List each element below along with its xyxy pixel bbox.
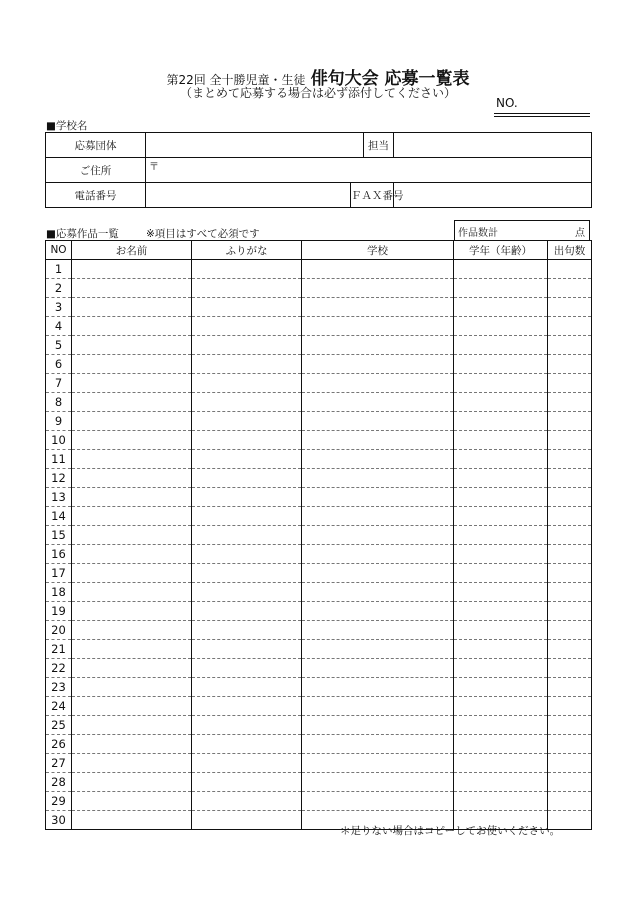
grade-field[interactable] — [454, 526, 548, 545]
name-field[interactable] — [72, 754, 192, 773]
name-field[interactable] — [72, 773, 192, 792]
name-field[interactable] — [72, 735, 192, 754]
table-row — [46, 545, 592, 564]
table-row — [46, 412, 592, 431]
furigana-field[interactable] — [192, 754, 302, 773]
address-row — [46, 158, 592, 183]
haiku-count-field[interactable] — [548, 488, 592, 507]
table-row — [46, 450, 592, 469]
row-number: 18 — [46, 583, 72, 602]
grade-field[interactable] — [454, 374, 548, 393]
title-prefix: 第22回 全十勝児童・生徒 — [166, 73, 306, 87]
table-row — [46, 374, 592, 393]
name-field[interactable] — [72, 621, 192, 640]
row-number: 29 — [46, 792, 72, 811]
furigana-field[interactable] — [192, 811, 302, 830]
grade-field[interactable] — [454, 336, 548, 355]
row-number: 11 — [46, 450, 72, 469]
school-field[interactable] — [302, 678, 454, 697]
row-number: 2 — [46, 279, 72, 298]
row-number: 21 — [46, 640, 72, 659]
school-field[interactable] — [302, 735, 454, 754]
school-field[interactable] — [302, 469, 454, 488]
grade-field[interactable] — [454, 716, 548, 735]
table-row — [46, 488, 592, 507]
haiku-count-field[interactable] — [548, 583, 592, 602]
grade-field[interactable] — [454, 450, 548, 469]
table-row — [46, 678, 592, 697]
haiku-count-field[interactable] — [548, 393, 592, 412]
number-underline — [494, 116, 590, 117]
table-row — [46, 355, 592, 374]
table-row — [46, 583, 592, 602]
group-label: 応募団体 — [46, 133, 146, 158]
school-field[interactable] — [302, 393, 454, 412]
haiku-count-field[interactable] — [548, 792, 592, 811]
row-number: 4 — [46, 317, 72, 336]
count-label: 作品数計 — [458, 228, 498, 239]
grade-field[interactable] — [454, 393, 548, 412]
furigana-field[interactable] — [192, 412, 302, 431]
furigana-field[interactable] — [192, 336, 302, 355]
grade-field[interactable] — [454, 469, 548, 488]
grade-field[interactable] — [454, 298, 548, 317]
name-field[interactable] — [72, 545, 192, 564]
school-info-table — [45, 132, 592, 208]
haiku-count-field[interactable] — [548, 678, 592, 697]
row-number: 1 — [46, 260, 72, 279]
haiku-count-field[interactable] — [548, 336, 592, 355]
haiku-count-field[interactable] — [548, 469, 592, 488]
school-field[interactable] — [302, 431, 454, 450]
form-subtitle: （まとめて応募する場合は必ず添付してください） — [179, 86, 456, 100]
fax-label: ＦＡＸ番号 — [351, 183, 394, 208]
fax-field[interactable] — [394, 183, 592, 208]
name-field[interactable] — [72, 298, 192, 317]
entries-header-row — [46, 241, 592, 260]
grade-field[interactable] — [454, 792, 548, 811]
furigana-field[interactable] — [192, 279, 302, 298]
name-field[interactable] — [72, 412, 192, 431]
school-field[interactable] — [302, 298, 454, 317]
furigana-field[interactable] — [192, 792, 302, 811]
group-row — [46, 133, 592, 158]
grade-field[interactable] — [454, 640, 548, 659]
furigana-field[interactable] — [192, 317, 302, 336]
table-row — [46, 697, 592, 716]
grade-field[interactable] — [454, 602, 548, 621]
furigana-field[interactable] — [192, 431, 302, 450]
school-field[interactable] — [302, 659, 454, 678]
name-field[interactable] — [72, 355, 192, 374]
row-number: 14 — [46, 507, 72, 526]
haiku-count-field[interactable] — [548, 697, 592, 716]
furigana-field[interactable] — [192, 640, 302, 659]
address-field[interactable] — [146, 158, 592, 183]
table-row — [46, 602, 592, 621]
grade-field[interactable] — [454, 260, 548, 279]
grade-field[interactable] — [454, 355, 548, 374]
row-number: 3 — [46, 298, 72, 317]
school-field[interactable] — [302, 355, 454, 374]
table-row — [46, 735, 592, 754]
furigana-field[interactable] — [192, 488, 302, 507]
haiku-count-field[interactable] — [548, 298, 592, 317]
row-number: 13 — [46, 488, 72, 507]
row-number: 16 — [46, 545, 72, 564]
haiku-count-field[interactable] — [548, 279, 592, 298]
school-field[interactable] — [302, 564, 454, 583]
table-row — [46, 526, 592, 545]
grade-field[interactable] — [454, 564, 548, 583]
name-field[interactable] — [72, 678, 192, 697]
table-row — [46, 298, 592, 317]
haiku-count-field[interactable] — [548, 260, 592, 279]
group-field[interactable] — [146, 133, 364, 158]
furigana-field[interactable] — [192, 621, 302, 640]
name-field[interactable] — [72, 697, 192, 716]
name-field[interactable] — [72, 792, 192, 811]
table-row — [46, 716, 592, 735]
total-count-box[interactable] — [454, 220, 590, 240]
school-field[interactable] — [302, 583, 454, 602]
furigana-field[interactable] — [192, 450, 302, 469]
school-field[interactable] — [302, 488, 454, 507]
furigana-field[interactable] — [192, 469, 302, 488]
name-field[interactable] — [72, 659, 192, 678]
grade-field[interactable] — [454, 545, 548, 564]
school-field[interactable] — [302, 716, 454, 735]
haiku-count-field[interactable] — [548, 545, 592, 564]
school-field[interactable] — [302, 621, 454, 640]
grade-field[interactable] — [454, 431, 548, 450]
address-label: ご住所 — [46, 158, 146, 183]
phone-field[interactable] — [146, 183, 351, 208]
name-field[interactable] — [72, 450, 192, 469]
haiku-count-field[interactable] — [548, 450, 592, 469]
table-row — [46, 564, 592, 583]
school-field[interactable] — [302, 374, 454, 393]
furigana-field[interactable] — [192, 526, 302, 545]
name-field[interactable] — [72, 488, 192, 507]
haiku-count-field[interactable] — [548, 431, 592, 450]
furigana-field[interactable] — [192, 260, 302, 279]
name-field[interactable] — [72, 507, 192, 526]
haiku-count-field[interactable] — [548, 735, 592, 754]
entries-section-heading: ■応募作品一覧 — [46, 228, 119, 240]
row-number: 24 — [46, 697, 72, 716]
table-row — [46, 317, 592, 336]
name-field[interactable] — [72, 431, 192, 450]
grade-field[interactable] — [454, 507, 548, 526]
haiku-count-field[interactable] — [548, 374, 592, 393]
number-field[interactable] — [494, 113, 590, 114]
school-field[interactable] — [302, 526, 454, 545]
haiku-count-field[interactable] — [548, 659, 592, 678]
table-row — [46, 279, 592, 298]
furigana-field[interactable] — [192, 298, 302, 317]
contact-field[interactable] — [394, 133, 592, 158]
table-row — [46, 507, 592, 526]
school-field[interactable] — [302, 697, 454, 716]
postal-mark: 〒 — [149, 162, 159, 173]
haiku-count-field[interactable] — [548, 526, 592, 545]
haiku-count-field[interactable] — [548, 640, 592, 659]
furigana-field[interactable] — [192, 697, 302, 716]
row-number: 27 — [46, 754, 72, 773]
col-header-haiku-count: 出句数 — [548, 241, 592, 260]
row-number: 17 — [46, 564, 72, 583]
school-field[interactable] — [302, 602, 454, 621]
contact-label: 担当 — [364, 133, 394, 158]
school-section-heading: ■学校名 — [46, 120, 88, 132]
table-row — [46, 640, 592, 659]
school-field[interactable] — [302, 450, 454, 469]
row-number: 26 — [46, 735, 72, 754]
furigana-field[interactable] — [192, 735, 302, 754]
grade-field[interactable] — [454, 678, 548, 697]
table-row — [46, 393, 592, 412]
row-number: 19 — [46, 602, 72, 621]
school-field[interactable] — [302, 773, 454, 792]
furigana-field[interactable] — [192, 564, 302, 583]
name-field[interactable] — [72, 393, 192, 412]
name-field[interactable] — [72, 279, 192, 298]
haiku-count-field[interactable] — [548, 355, 592, 374]
number-label: NO. — [496, 96, 518, 110]
haiku-count-field[interactable] — [548, 412, 592, 431]
col-header-grade: 学年（年齢） — [454, 241, 548, 260]
table-row — [46, 260, 592, 279]
name-field[interactable] — [72, 564, 192, 583]
name-field[interactable] — [72, 716, 192, 735]
school-field[interactable] — [302, 545, 454, 564]
haiku-count-field[interactable] — [548, 317, 592, 336]
furigana-field[interactable] — [192, 393, 302, 412]
school-field[interactable] — [302, 412, 454, 431]
row-number: 12 — [46, 469, 72, 488]
row-number: 23 — [46, 678, 72, 697]
name-field[interactable] — [72, 811, 192, 830]
phone-label: 電話番号 — [46, 183, 146, 208]
row-number: 22 — [46, 659, 72, 678]
grade-field[interactable] — [454, 412, 548, 431]
col-header-school: 学校 — [302, 241, 454, 260]
table-row — [46, 431, 592, 450]
school-field[interactable] — [302, 754, 454, 773]
row-number: 6 — [46, 355, 72, 374]
haiku-count-field[interactable] — [548, 602, 592, 621]
row-number: 20 — [46, 621, 72, 640]
furigana-field[interactable] — [192, 545, 302, 564]
school-field[interactable] — [302, 507, 454, 526]
table-row — [46, 773, 592, 792]
entries-required-note: ※項目はすべて必須です — [146, 228, 260, 240]
haiku-count-field[interactable] — [548, 564, 592, 583]
grade-field[interactable] — [454, 659, 548, 678]
col-header-furigana: ふりがな — [192, 241, 302, 260]
furigana-field[interactable] — [192, 583, 302, 602]
name-field[interactable] — [72, 526, 192, 545]
row-number: 25 — [46, 716, 72, 735]
row-number: 15 — [46, 526, 72, 545]
school-field[interactable] — [302, 317, 454, 336]
school-field[interactable] — [302, 640, 454, 659]
furigana-field[interactable] — [192, 678, 302, 697]
col-header-no: NO — [46, 241, 72, 260]
school-field[interactable] — [302, 792, 454, 811]
name-field[interactable] — [72, 640, 192, 659]
furigana-field[interactable] — [192, 773, 302, 792]
grade-field[interactable] — [454, 773, 548, 792]
phone-row — [46, 183, 592, 208]
grade-field[interactable] — [454, 621, 548, 640]
title-main: 俳句大会 応募一覧表 — [310, 69, 470, 89]
grade-field[interactable] — [454, 735, 548, 754]
row-number: 5 — [46, 336, 72, 355]
name-field[interactable] — [72, 583, 192, 602]
table-row — [46, 754, 592, 773]
furigana-field[interactable] — [192, 602, 302, 621]
furigana-field[interactable] — [192, 374, 302, 393]
haiku-count-field[interactable] — [548, 507, 592, 526]
school-field[interactable] — [302, 279, 454, 298]
name-field[interactable] — [72, 374, 192, 393]
furigana-field[interactable] — [192, 355, 302, 374]
row-number: 10 — [46, 431, 72, 450]
grade-field[interactable] — [454, 279, 548, 298]
grade-field[interactable] — [454, 317, 548, 336]
school-field[interactable] — [302, 336, 454, 355]
row-number: 28 — [46, 773, 72, 792]
grade-field[interactable] — [454, 754, 548, 773]
furigana-field[interactable] — [192, 507, 302, 526]
table-row — [46, 659, 592, 678]
footnote: ＊足りない場合はコピーしてお使いください。 — [340, 825, 561, 837]
count-unit: 点 — [575, 228, 585, 239]
grade-field[interactable] — [454, 583, 548, 602]
haiku-count-field[interactable] — [548, 716, 592, 735]
grade-field[interactable] — [454, 488, 548, 507]
row-number: 7 — [46, 374, 72, 393]
row-number: 8 — [46, 393, 72, 412]
haiku-count-field[interactable] — [548, 754, 592, 773]
table-row — [46, 336, 592, 355]
haiku-count-field[interactable] — [548, 621, 592, 640]
table-row — [46, 621, 592, 640]
table-row — [46, 469, 592, 488]
entries-table — [45, 240, 592, 830]
name-field[interactable] — [72, 317, 192, 336]
name-field[interactable] — [72, 336, 192, 355]
furigana-field[interactable] — [192, 659, 302, 678]
name-field[interactable] — [72, 469, 192, 488]
haiku-count-field[interactable] — [548, 773, 592, 792]
col-header-name: お名前 — [72, 241, 192, 260]
school-field[interactable] — [302, 260, 454, 279]
row-number: 9 — [46, 412, 72, 431]
row-number: 30 — [46, 811, 72, 830]
table-row — [46, 792, 592, 811]
grade-field[interactable] — [454, 697, 548, 716]
name-field[interactable] — [72, 260, 192, 279]
furigana-field[interactable] — [192, 716, 302, 735]
name-field[interactable] — [72, 602, 192, 621]
